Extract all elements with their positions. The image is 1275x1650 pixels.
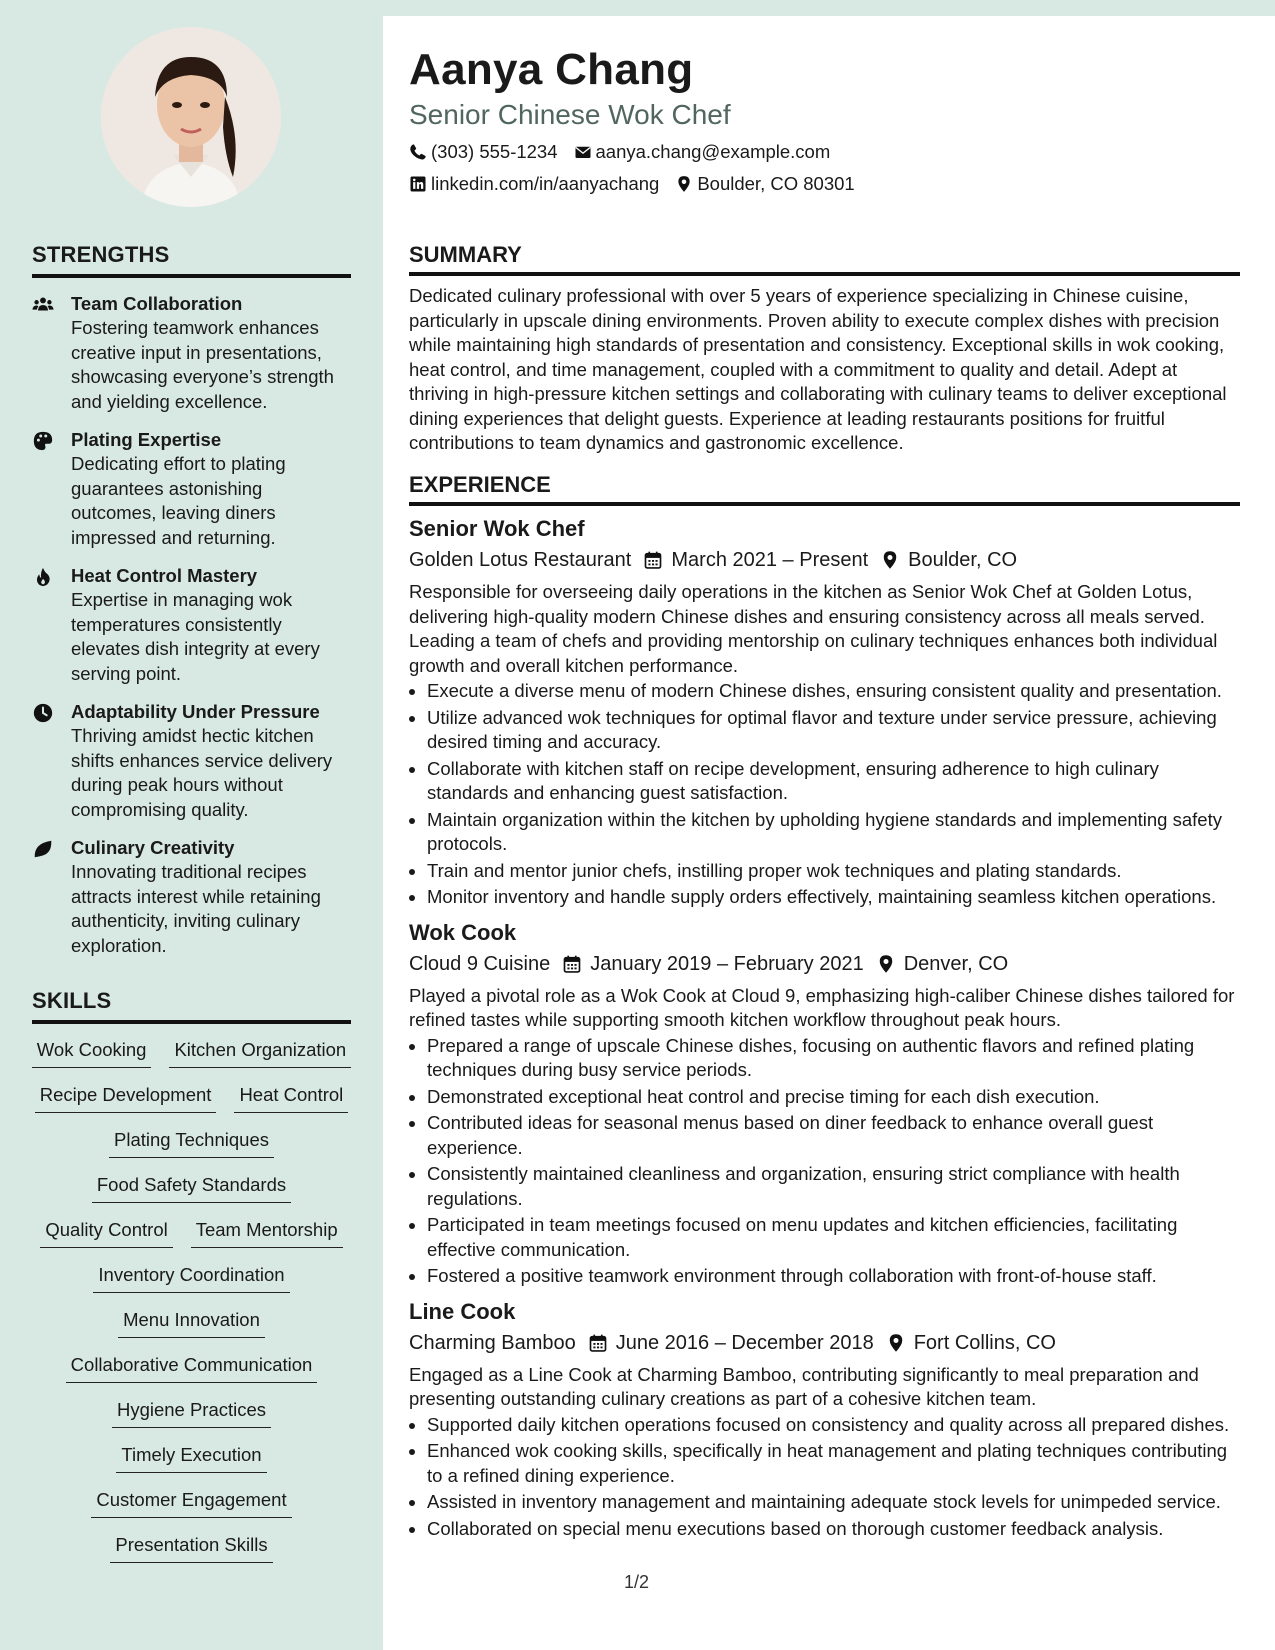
job-description: Responsible for overseeing daily operations in the kitchen as Senior Wok Chef at Golden Lotus, delivering high-quality modern Chinese dishes and ensuring consistency across all meals served. Leading a team of chefs and providing mentorship on culinary techniques enhances both individual growth and overall kitchen performance. <box>409 581 1218 676</box>
strength-description: Fostering teamwork enhances creative input in presentations, showcasing everyone’s strength and yielding excellence. <box>71 317 334 412</box>
calendar-icon <box>588 1333 608 1353</box>
phone-number: (303) 555-1234 <box>431 141 558 162</box>
candidate-name: Aanya Chang <box>409 45 694 94</box>
skill-row <box>32 1308 351 1353</box>
location-text: Boulder, CO 80301 <box>697 173 855 194</box>
palette-icon <box>32 428 71 550</box>
job-bullets <box>409 679 1240 910</box>
phone-icon <box>409 143 427 161</box>
jobs-list <box>409 514 1240 1541</box>
skill-tag: Inventory Coordination <box>93 1263 289 1293</box>
skill-tag: Recipe Development <box>35 1083 217 1113</box>
job-bullet: • Assisted in inventory management and maintaining adequate stock levels for unimpeded service. <box>427 1490 1240 1515</box>
job-bullet: • Collaborate with kitchen staff on recipe development, ensuring adherence to high culinary standards and enhancing guest satisfaction. <box>427 757 1240 806</box>
contact-location <box>675 172 854 196</box>
header <box>409 44 1240 196</box>
skill-tag: Collaborative Communication <box>66 1353 318 1383</box>
job-bullet: • Demonstrated exceptional heat control and precise timing for each dish execution. <box>427 1085 1240 1110</box>
job-bullet: • Prepared a range of upscale Chinese dishes, focusing on authentic flavors and refined plating techniques during busy service periods. <box>427 1034 1240 1083</box>
page-number: 1/2 <box>624 1572 650 1592</box>
calendar-icon <box>562 954 582 974</box>
job-bullets <box>409 1413 1240 1542</box>
job-company: Cloud 9 Cuisine <box>409 952 551 975</box>
skill-tag: Timely Execution <box>116 1443 266 1473</box>
skill-row <box>32 1488 351 1533</box>
main-content <box>383 16 1275 1650</box>
job-company: Charming Bamboo <box>409 1331 576 1354</box>
job-title: Senior Wok Chef <box>409 516 585 541</box>
skill-row <box>32 1443 351 1488</box>
envelope-icon <box>574 143 592 161</box>
users-icon <box>32 292 71 414</box>
job-description: Played a pivotal role as a Wok Cook at Cloud 9, emphasizing high-caliber Chinese dishes tailored for refined tastes while supporting smooth kitchen workflow throughout peak hours. <box>409 984 1235 1030</box>
skill-row <box>32 1398 351 1443</box>
strength-description: Innovating traditional recipes attracts interest while retaining authenticity, inviting culinary exploration. <box>71 861 321 956</box>
experience-section <box>409 472 1240 1543</box>
skill-row <box>32 1038 351 1083</box>
job-bullet: • Enhanced wok cooking skills, specifically in heat management and plating techniques contributing to a refined dining experience. <box>427 1439 1240 1488</box>
skill-tag: Presentation Skills <box>110 1533 272 1563</box>
skill-tag: Quality Control <box>40 1218 172 1248</box>
skill-row <box>32 1218 351 1263</box>
strength-description: Expertise in managing wok temperatures consistently elevates dish integrity at every serving point. <box>71 589 320 684</box>
contact-linkedin[interactable] <box>409 172 659 196</box>
job-entry <box>409 514 1240 910</box>
job-meta <box>409 950 1240 978</box>
job-meta <box>409 1329 1240 1357</box>
job-company: Golden Lotus Restaurant <box>409 549 632 571</box>
contact-line-1 <box>409 140 1240 164</box>
job-entry <box>409 918 1240 1289</box>
strength-title: Culinary Creativity <box>71 837 235 858</box>
strength-description: Dedicating effort to plating guarantees astonishing outcomes, leaving diners impressed and returning. <box>71 453 286 548</box>
job-bullet: • Consistently maintained cleanliness and organization, ensuring strict compliance with health regulations. <box>427 1162 1240 1211</box>
strength-item <box>32 700 351 822</box>
skill-tag: Team Mentorship <box>191 1218 343 1248</box>
skill-tag: Hygiene Practices <box>112 1398 271 1428</box>
clock-icon <box>32 700 71 822</box>
job-location: Denver, CO <box>903 952 1009 975</box>
skills-section <box>32 988 351 1578</box>
map-pin-icon <box>675 175 693 193</box>
calendar-icon <box>643 550 663 570</box>
profile-photo-illustration <box>101 27 281 207</box>
strength-item <box>32 428 351 550</box>
skill-tag: Customer Engagement <box>91 1488 291 1518</box>
job-bullet: • Utilize advanced wok techniques for optimal flavor and texture under service pressure, achieving desired timing and accuracy. <box>427 706 1240 755</box>
summary-title: SUMMARY <box>409 242 1240 276</box>
job-dates: January 2019 – February 2021 <box>590 952 864 975</box>
job-location: Boulder, CO <box>908 549 1018 571</box>
skills-title: SKILLS <box>32 988 351 1024</box>
job-bullet: • Train and mentor junior chefs, instilling proper wok techniques and plating standards. <box>427 859 1240 884</box>
skill-row <box>32 1533 351 1578</box>
skill-row <box>32 1353 351 1398</box>
job-bullet: • Maintain organization within the kitchen by upholding hygiene standards and implementing safety protocols. <box>427 808 1240 857</box>
strengths-section <box>32 242 351 958</box>
skill-tag: Menu Innovation <box>118 1308 265 1338</box>
strength-item <box>32 836 351 958</box>
job-location: Fort Collins, CO <box>913 1331 1056 1354</box>
skill-row <box>32 1173 351 1218</box>
skill-tag: Plating Techniques <box>109 1128 274 1158</box>
email-address[interactable]: aanya.chang@example.com <box>595 141 831 162</box>
contact-email[interactable] <box>574 140 831 164</box>
strength-description: Thriving amidst hectic kitchen shifts enhances service delivery during peak hours without compromising quality. <box>71 725 333 820</box>
strengths-title: STRENGTHS <box>32 242 351 278</box>
job-description: Engaged as a Line Cook at Charming Bamboo, contributing significantly to meal preparation and presenting outstanding culinary creations as part of a cohesive kitchen team. <box>409 1363 1199 1409</box>
job-title: Wok Cook <box>409 919 517 945</box>
strength-title: Plating Expertise <box>71 429 222 450</box>
skill-tag: Food Safety Standards <box>92 1173 291 1203</box>
job-bullet: • Contributed ideas for seasonal menus based on diner feedback to enhance overall guest experience. <box>427 1111 1240 1160</box>
linkedin-icon <box>409 175 427 193</box>
job-bullet: • Collaborated on special menu executions based on thorough customer feedback analysis. <box>427 1517 1240 1542</box>
contact-phone <box>409 140 558 164</box>
job-bullet: • Execute a diverse menu of modern Chinese dishes, ensuring consistent quality and presentation. <box>427 679 1240 704</box>
profile-photo <box>101 27 281 207</box>
skill-tag: Heat Control <box>234 1083 348 1113</box>
strength-title: Adaptability Under Pressure <box>71 701 320 722</box>
job-bullet: • Fostered a positive teamwork environment through collaboration with front-of-house staff. <box>427 1264 1240 1289</box>
sidebar <box>0 0 382 1650</box>
leaf-icon <box>32 836 71 958</box>
skill-row <box>32 1263 351 1308</box>
job-bullet: • Participated in team meetings focused on menu updates and kitchen efficiencies, facilitating effective communication. <box>427 1213 1240 1262</box>
map-pin-icon <box>880 550 900 570</box>
skill-row <box>32 1128 351 1173</box>
contact-line-2 <box>409 172 1240 196</box>
job-meta <box>409 546 1240 574</box>
skill-row <box>32 1083 351 1128</box>
job-entry <box>409 1297 1240 1542</box>
job-dates: June 2016 – December 2018 <box>615 1331 874 1354</box>
job-bullet: • Monitor inventory and handle supply orders effectively, maintaining seamless kitchen operations. <box>427 885 1240 910</box>
strength-item <box>32 292 351 414</box>
strength-title: Heat Control Mastery <box>71 565 258 586</box>
summary-section <box>409 242 1240 456</box>
experience-title: EXPERIENCE <box>409 472 1240 506</box>
skill-tag: Kitchen Organization <box>169 1038 351 1068</box>
strength-item <box>32 564 351 686</box>
job-bullets <box>409 1034 1240 1289</box>
job-title: Line Cook <box>409 1298 516 1324</box>
fire-icon <box>32 564 71 686</box>
linkedin-url[interactable]: linkedin.com/in/aanyachang <box>431 173 660 194</box>
map-pin-icon <box>886 1333 906 1353</box>
skills-list <box>32 1038 351 1578</box>
skill-tag: Wok Cooking <box>32 1038 152 1068</box>
job-dates: March 2021 – Present <box>671 549 869 571</box>
map-pin-icon <box>876 954 896 974</box>
strength-title: Team Collaboration <box>71 293 243 314</box>
job-bullet: • Supported daily kitchen operations focused on consistency and quality across all prepared dishes. <box>427 1413 1240 1438</box>
candidate-role: Senior Chinese Wok Chef <box>409 99 731 130</box>
summary-text: Dedicated culinary professional with over 5 years of experience specializing in Chinese cuisine, particularly in upscale dining environments. Proven ability to execute complex dishes with precision while maintaining high standards of presentation and consistency. Exceptional skills in wok cooking, heat control, and time management, coupled with a commitment to quality and detail. Adept at thriving in high-pressure kitchen settings and collaborating with culinary teams to deliver exceptional dining experiences that delight guests. Experience at leading restaurants positions for fruitful contributions to team dynamics and gastronomic excellence. <box>409 285 1227 453</box>
